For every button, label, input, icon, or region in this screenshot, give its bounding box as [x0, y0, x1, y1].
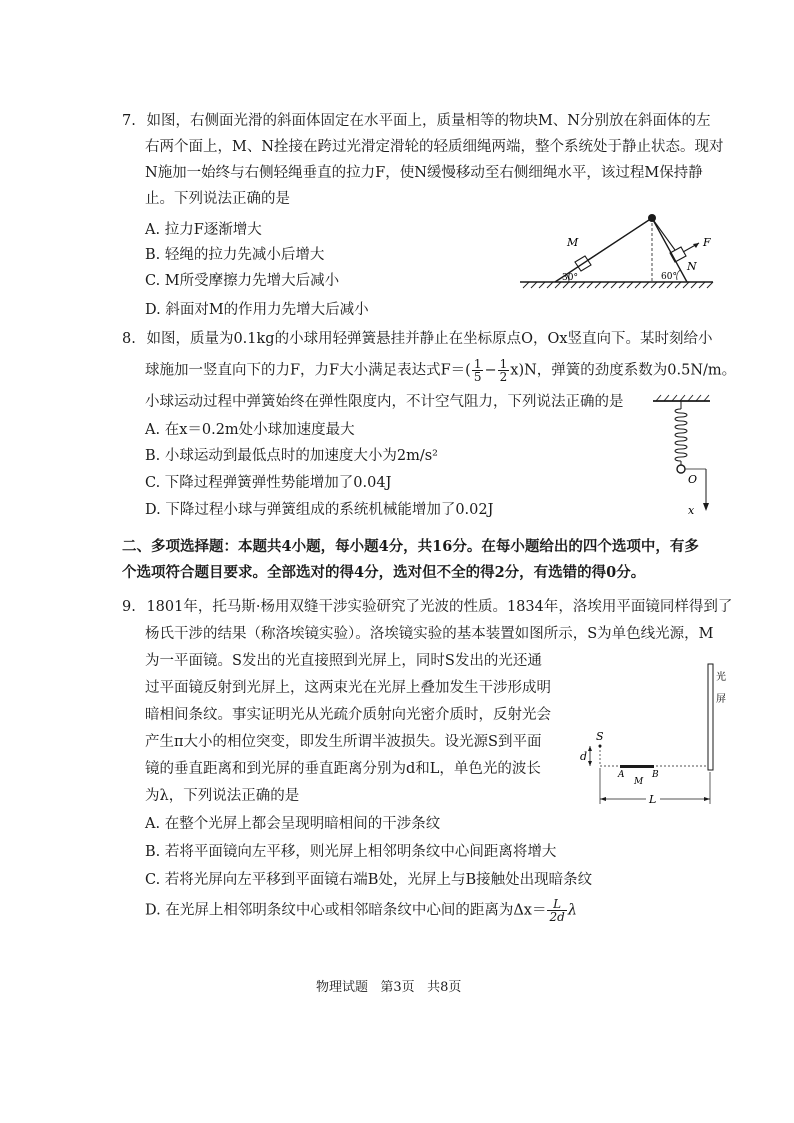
q9-label-m: M: [634, 777, 644, 787]
q7-label-n: N: [687, 260, 697, 273]
q8-text-3: 小球运动过程中弹簧始终在弹性限度内，不计空气阻力，下列说法正确的是: [145, 394, 624, 410]
q9-line-1: [122, 597, 732, 617]
page-footer: 物理试题 第3页 共8页: [316, 980, 462, 995]
q9-text-5: 暗相间条纹。事实证明光从光疏介质射向光密介质时，反射光会: [145, 707, 551, 723]
q7-angle-30: 30°: [562, 273, 578, 283]
q9-label-d: d: [580, 750, 588, 763]
q9-label-a: A: [618, 770, 625, 780]
q8-text-2-mid: −: [484, 362, 497, 379]
q8-option-d: D. 下降过程小球与弹簧组成的系统机械能增加了0.02J: [145, 502, 494, 518]
q8-frac1-den: 5: [473, 370, 482, 384]
q8-frac1-num: 1: [473, 357, 482, 371]
section-2-line-2: 个选项符合题目要求。全部选对的得4分，选对但不全的得2分，有选错的得0分。: [122, 564, 646, 581]
q9-text-6: 产生π大小的相位突变，即发生所谓半波损失。设光源S到平面: [145, 734, 542, 750]
q9-option-d-pre: D. 在光屏上相邻明条纹中心或相邻暗条纹中心间的距离为Δx＝: [145, 902, 547, 919]
q9-number: 9.: [122, 599, 136, 615]
q9-screen-label-2: 屏: [716, 694, 726, 705]
q9-option-d-fraction: [547, 898, 566, 923]
q7-text-4: 止。下列说法正确的是: [145, 191, 290, 207]
q8-label-x: x: [688, 504, 695, 517]
q7-text-3: N施加一始终与右侧轻绳垂直的拉力F，使N缓慢移动至右侧细绳水平，该过程M保持静: [145, 165, 703, 181]
q7-label-m: M: [567, 236, 579, 249]
q8-frac2-den: 2: [499, 370, 508, 384]
q9-label-b: B: [652, 770, 659, 780]
section-2-line-1: 二、多项选择题：本题共4小题，每小题4分，共16分。在每小题给出的四个选项中，有多: [122, 538, 699, 555]
q9-frac-den: 2d: [549, 910, 565, 924]
q8-text-2-post: x)N，弹簧的劲度系数为0.5N/m。: [510, 362, 737, 379]
q7-incline-figure: [515, 208, 720, 298]
q9-text-1: 1801年，托马斯·杨用双缝干涉实验研究了光波的性质。1834年，洛埃用平面镜同样得到了: [146, 599, 733, 615]
q8-text-2: [145, 358, 736, 383]
q9-option-c: C. 若将光屏向左平移到平面镜右端B处，光屏上与B接触处出现暗条纹: [145, 872, 593, 888]
q7-text-1: 如图，右侧面光滑的斜面体固定在水平面上，质量相等的物块M、N分别放在斜面体的左: [146, 113, 711, 129]
q8-spring-figure: [648, 393, 718, 518]
q8-text-1: 如图，质量为0.1kg的小球用轻弹簧悬挂并静止在坐标原点O，Ox竖直向下。某时刻给小: [146, 331, 713, 347]
q8-line-1: [122, 329, 713, 349]
q8-frac2-num: 1: [499, 357, 508, 371]
q8-option-b: B. 小球运动到最低点时的加速度大小为2m/s²: [145, 448, 438, 464]
q7-line-1: [122, 111, 710, 131]
q8-option-a: A. 在x＝0.2m处小球加速度最大: [145, 422, 355, 438]
q9-screen-label-1: 光: [716, 672, 726, 683]
q9-lloyd-mirror-figure: [578, 662, 728, 812]
q7-option-d: D. 斜面对M的作用力先增大后减小: [145, 302, 369, 318]
q9-option-d-post: λ: [567, 902, 578, 919]
q7-number: 7.: [122, 113, 136, 129]
q7-angle-60: 60°: [661, 272, 677, 282]
q8-fraction-1: [472, 358, 484, 383]
q9-text-7: 镜的垂直距离和到光屏的垂直距离分别为d和L，单色光的波长: [145, 761, 541, 777]
q9-frac-num: L: [547, 898, 566, 911]
q7-option-a: A. 拉力F逐渐增大: [145, 222, 262, 238]
q7-option-b: B. 轻绳的拉力先减小后增大: [145, 247, 325, 263]
q9-text-4: 过平面镜反射到光屏上，这两束光在光屏上叠加发生干涉形成明: [145, 680, 551, 696]
q9-option-a: A. 在整个光屏上都会呈现明暗相间的干涉条纹: [145, 816, 441, 832]
q8-fraction-2: [498, 358, 510, 383]
q9-text-3: 为一平面镜。S发出的光直接照到光屏上，同时S发出的光还通: [145, 653, 542, 669]
q7-text-2: 右两个面上，M、N拴接在跨过光滑定滑轮的轻质细绳两端，整个系统处于静止状态。现对: [145, 139, 724, 155]
q9-label-l: L: [649, 793, 657, 806]
q8-number: 8.: [122, 331, 136, 347]
q9-option-b: B. 若将平面镜向左平移，则光屏上相邻明条纹中心间距离将增大: [145, 844, 557, 860]
q8-label-o: O: [688, 473, 698, 486]
q9-text-8: 为λ，下列说法正确的是: [145, 788, 300, 804]
q9-text-2: 杨氏干涉的结果（称洛埃镜实验）。洛埃镜实验的基本装置如图所示，S为单色线光源，M: [145, 626, 714, 642]
q8-option-c: C. 下降过程弹簧弹性势能增加了0.04J: [145, 475, 392, 491]
q7-option-c: C. M所受摩擦力先增大后减小: [145, 273, 340, 289]
q9-label-s: S: [596, 730, 604, 743]
q7-label-f: F: [703, 236, 711, 249]
q9-option-d: [145, 898, 577, 923]
q8-text-2-pre: 球施加一竖直向下的力F，力F大小满足表达式F＝(: [145, 362, 471, 379]
